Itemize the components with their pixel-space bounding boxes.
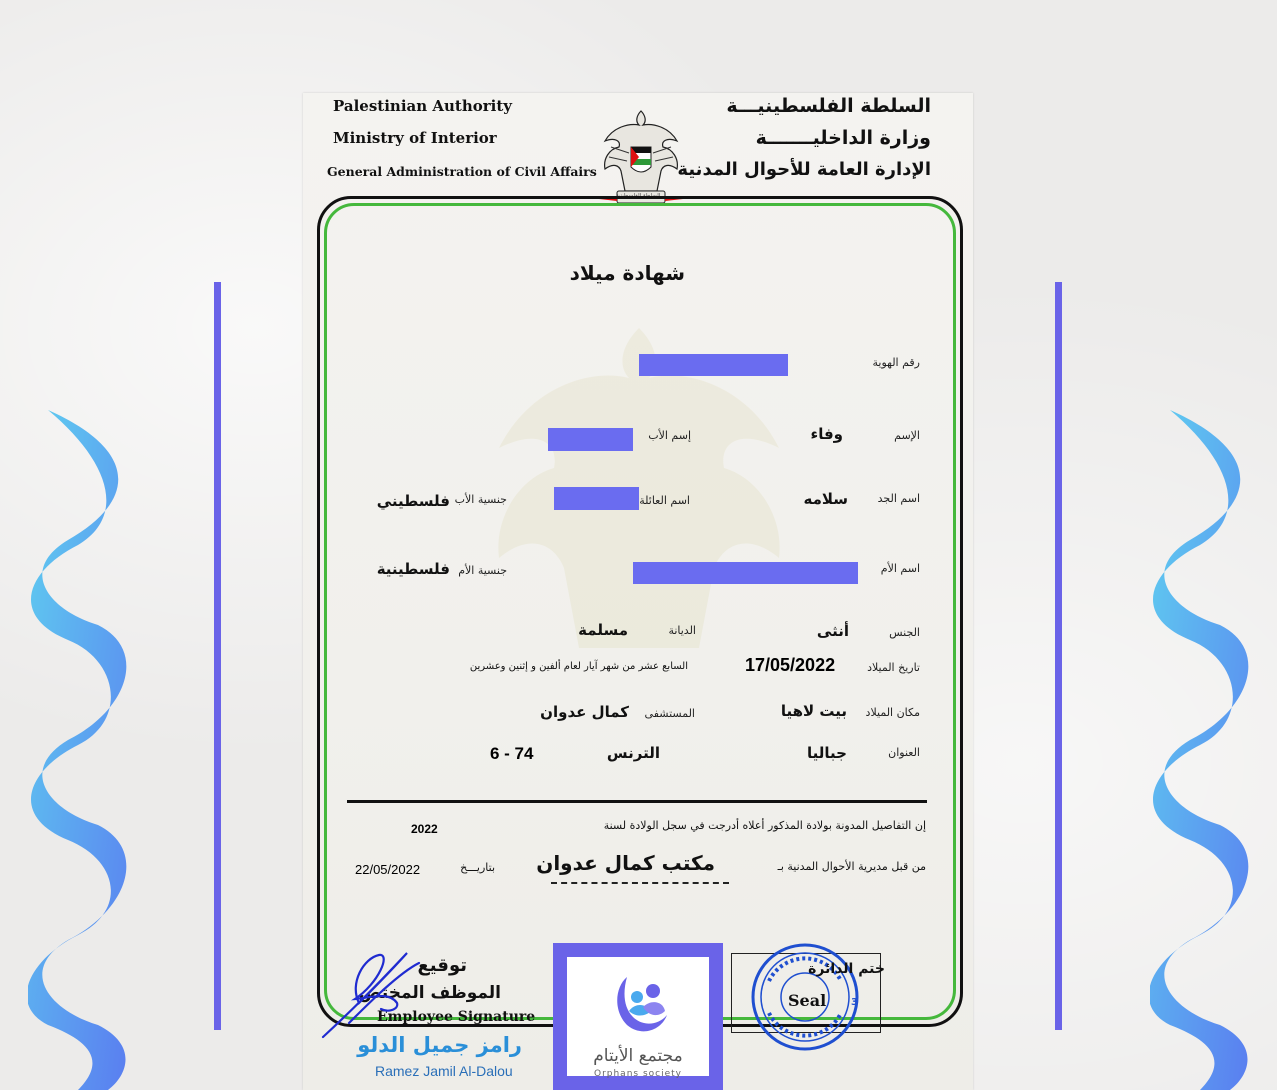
seal-label-ar: ختم الدائرة — [808, 961, 885, 977]
orphans-society-logo — [567, 957, 709, 1079]
orphans-society-logo-frame — [553, 943, 723, 1090]
orphans-society-logo-icon — [613, 967, 671, 1039]
left-wave-decoration — [28, 410, 148, 1090]
grandfather-label: اسم الجد — [877, 492, 920, 505]
hospital-value: كمال عدوان — [540, 703, 629, 721]
religion-label: الديانة — [668, 624, 696, 637]
footer-divider — [347, 800, 927, 803]
gender-label: الجنس — [889, 626, 920, 639]
left-accent-line — [214, 282, 221, 1030]
header-ar-authority: السلطة الفلسطينيـــة — [726, 95, 931, 117]
signer-name-ar: رامز جميل الدلو — [357, 1033, 522, 1057]
signature-label-ar-1: توقيع — [417, 955, 467, 976]
birth-date-label: تاريخ الميلاد — [867, 661, 920, 674]
hospital-label: المستشفى — [644, 707, 695, 720]
issued-by-label: من قبل مديرية الأحوال المدنية بـ — [777, 860, 926, 873]
logo-name-en: Orphans society — [593, 1069, 682, 1079]
eagle-emblem-icon — [599, 107, 683, 207]
family-name-redaction — [554, 487, 639, 510]
registry-statement: إن التفاصيل المدونة بولادة المذكور أعلاه أدرجت في سجل الولادة لسنة — [603, 819, 926, 832]
right-accent-line — [1055, 282, 1062, 1030]
header-en-authority: Palestinian Authority — [333, 97, 512, 115]
logo-name-ar: مجتمع الأيتام — [593, 1046, 683, 1066]
house-number-value: 6 - 74 — [490, 744, 534, 763]
birth-certificate-document — [303, 93, 973, 1090]
certificate-frame-green — [324, 203, 956, 1020]
father-nationality-value: فلسطيني — [376, 492, 450, 510]
handwritten-signature-icon — [319, 943, 429, 1043]
right-wave-decoration — [1150, 410, 1270, 1090]
certificate-title: شهادة ميلاد — [569, 261, 685, 285]
family-name-label: اسم العائلة — [639, 494, 690, 507]
birth-date-words: السابع عشر من شهر آيار لعام ألفين و إثنين وعشرين — [469, 661, 688, 672]
address-label: العنوان — [888, 746, 920, 759]
gender-value: أنثى — [816, 622, 849, 640]
id-label: رقم الهوية — [872, 356, 920, 369]
father-name-label: إسم الأب — [648, 429, 691, 442]
issue-date-label: بتاريـــخ — [460, 861, 495, 874]
name-label: الإسم — [894, 429, 920, 442]
emblem-caption: السلطة الفلسطينية — [616, 193, 661, 199]
header-ar-administration: الإدارة العامة للأحوال المدنية — [677, 159, 931, 180]
mother-name-redaction — [633, 562, 858, 584]
religion-value: مسلمة — [578, 621, 628, 639]
birth-place-label: مكان الميلاد — [865, 706, 920, 719]
seal-label-en: Seal — [788, 991, 827, 1010]
street-value: الترنس — [606, 744, 660, 762]
stamp-number: 3 — [851, 997, 858, 1008]
office-dashed-line — [551, 882, 729, 884]
address-value: جباليا — [807, 744, 847, 762]
birth-place-value: بيت لاهيا — [780, 702, 847, 720]
mother-label: اسم الأم — [880, 562, 920, 575]
father-nationality-label: جنسية الأب — [454, 493, 507, 506]
signature-label-ar-2: الموظف المختص — [358, 983, 501, 1003]
grandfather-value: سلامه — [803, 490, 848, 508]
signature-label-en: Employee Signature — [377, 1009, 536, 1025]
name-value: وفاء — [810, 425, 843, 443]
registry-year: 2022 — [411, 822, 438, 836]
mother-nationality-label: جنسية الأم — [458, 564, 507, 577]
signer-name-en: Ramez Jamil Al-Dalou — [375, 1063, 513, 1079]
issuing-office: مكتب كمال عدوان — [536, 851, 715, 875]
certificate-frame — [317, 196, 963, 1027]
header-en-administration: General Administration of Civil Affairs — [327, 164, 597, 179]
header-ar-ministry: وزارة الداخليـــــــة — [755, 127, 931, 149]
issue-date-value: 22/05/2022 — [355, 862, 421, 877]
header-en-ministry: Ministry of Interior — [333, 129, 497, 147]
mother-nationality-value: فلسطينية — [376, 560, 450, 578]
birth-date-value: 17/05/2022 — [745, 655, 836, 675]
father-name-redaction — [548, 428, 633, 451]
id-redaction — [639, 354, 788, 376]
